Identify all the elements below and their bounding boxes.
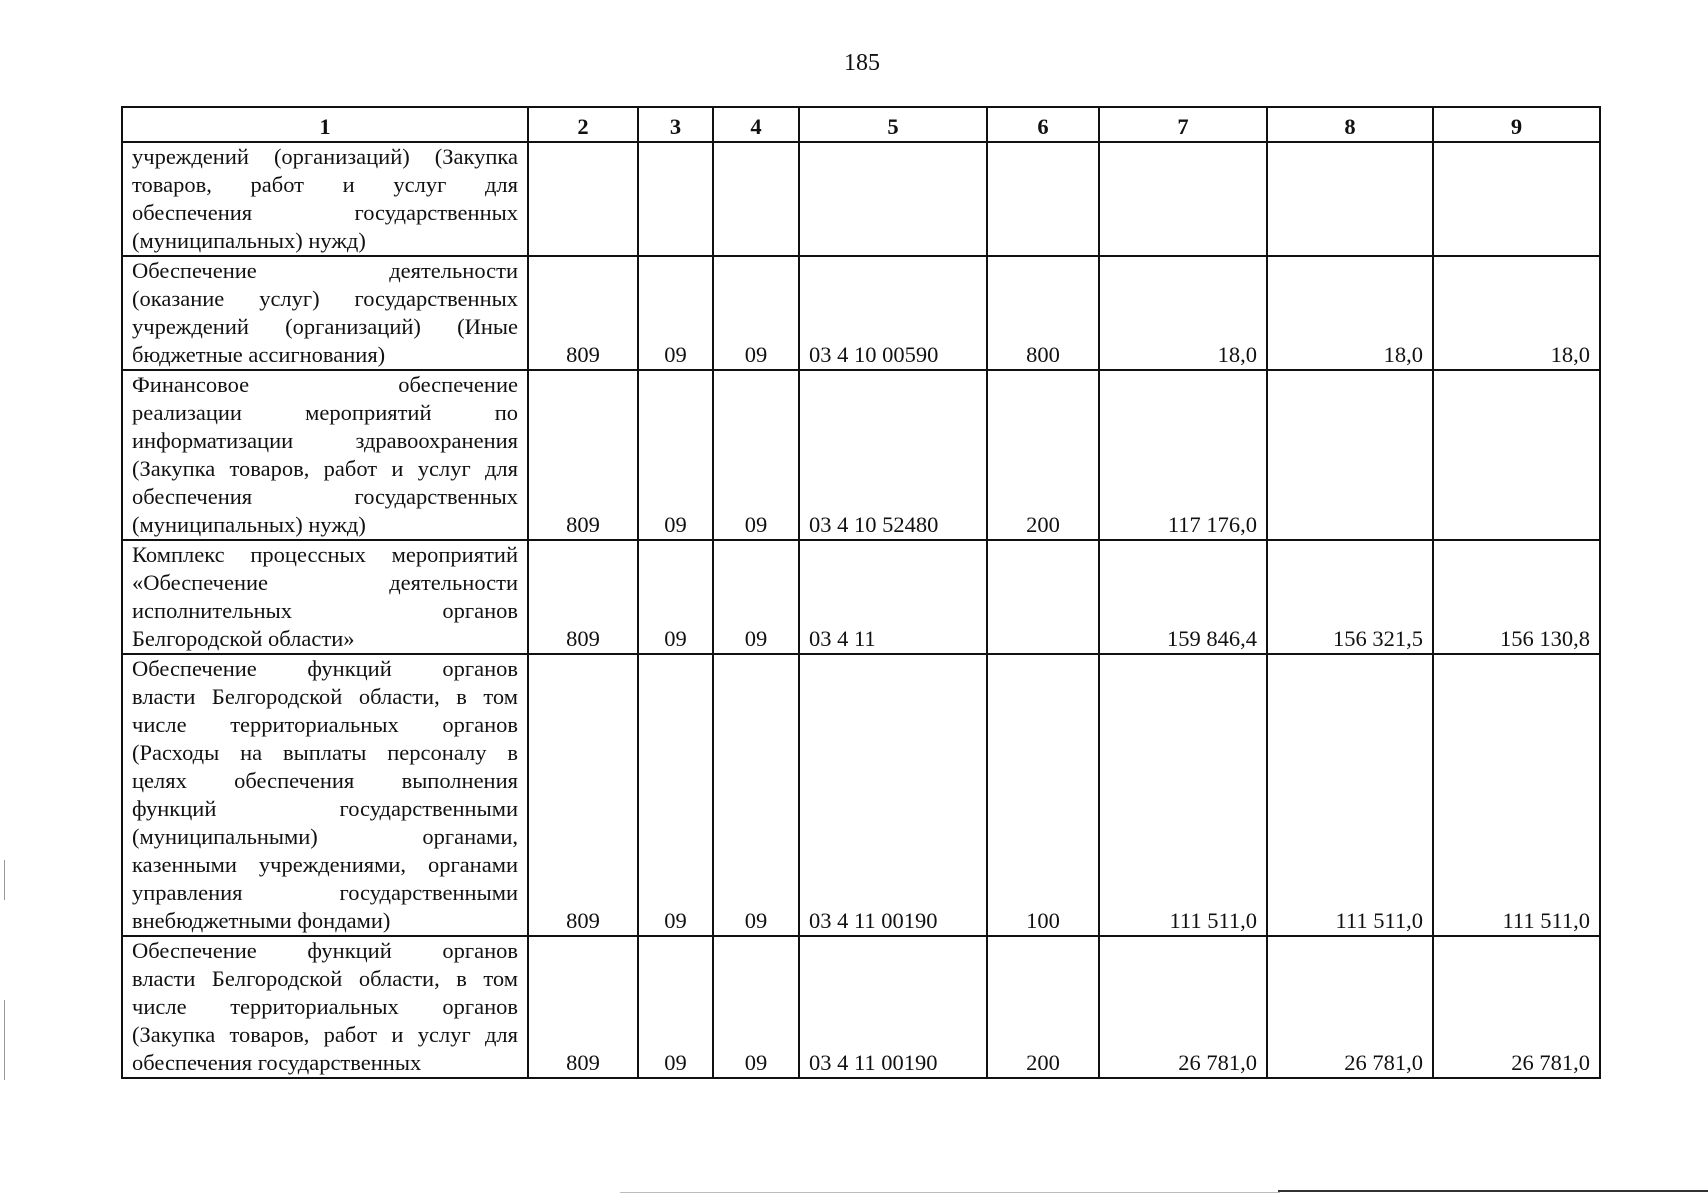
cell-amount-3: 18,0 bbox=[1433, 256, 1600, 370]
cell-amount-1: 159 846,4 bbox=[1099, 540, 1267, 654]
cell-amount-3: 26 781,0 bbox=[1433, 936, 1600, 1078]
cell-subsection: 09 bbox=[713, 654, 799, 936]
description-line: товаров, работ и услуг для bbox=[132, 172, 518, 197]
cell-chapter: 809 bbox=[528, 654, 638, 936]
table-row bbox=[122, 936, 1600, 1078]
description-line: внебюджетными фондами) bbox=[132, 908, 391, 933]
cell-description bbox=[122, 936, 528, 1078]
cell-target-article: 03 4 11 00190 bbox=[799, 936, 987, 1078]
description-line: (Закупка товаров, работ и услуг для bbox=[132, 456, 518, 481]
cell-section: 09 bbox=[638, 256, 713, 370]
column-header: 9 bbox=[1433, 107, 1600, 142]
cell-amount-2: 18,0 bbox=[1267, 256, 1433, 370]
cell-section: 09 bbox=[638, 936, 713, 1078]
description-line: Обеспечение функций органов bbox=[132, 938, 518, 963]
cell-chapter: 809 bbox=[528, 540, 638, 654]
cell-amount-2: 26 781,0 bbox=[1267, 936, 1433, 1078]
cell-chapter: 809 bbox=[528, 370, 638, 540]
cell-subsection: 09 bbox=[713, 540, 799, 654]
column-header: 2 bbox=[528, 107, 638, 142]
description-line: обеспечения государственных bbox=[132, 200, 518, 225]
description-line: бюджетные ассигнования) bbox=[132, 342, 386, 367]
cell-section bbox=[638, 142, 713, 256]
cell-amount-2: 111 511,0 bbox=[1267, 654, 1433, 936]
column-header: 6 bbox=[987, 107, 1099, 142]
cell-chapter: 809 bbox=[528, 936, 638, 1078]
description-line: исполнительных органов bbox=[132, 598, 518, 623]
page-number: 185 bbox=[844, 50, 880, 76]
column-header: 7 bbox=[1099, 107, 1267, 142]
description-line: (Закупка товаров, работ и услуг для bbox=[132, 1022, 518, 1047]
description-line: управления государственными bbox=[132, 880, 518, 905]
cell-expense-type: 100 bbox=[987, 654, 1099, 936]
cell-amount-3: 156 130,8 bbox=[1433, 540, 1600, 654]
cell-target-article: 03 4 11 00190 bbox=[799, 654, 987, 936]
cell-amount-1: 26 781,0 bbox=[1099, 936, 1267, 1078]
cell-description bbox=[122, 370, 528, 540]
description-line: обеспечения государственных bbox=[132, 484, 518, 509]
description-line: (Расходы на выплаты персоналу в bbox=[132, 740, 518, 765]
cell-expense-type: 800 bbox=[987, 256, 1099, 370]
description-line: Финансовое обеспечение bbox=[132, 372, 518, 397]
column-header: 5 bbox=[799, 107, 987, 142]
description-line: учреждений (организаций) (Закупка bbox=[132, 144, 518, 169]
description-line: (оказание услуг) государственных bbox=[132, 286, 518, 311]
cell-amount-3: 111 511,0 bbox=[1433, 654, 1600, 936]
cell-subsection bbox=[713, 142, 799, 256]
cell-description bbox=[122, 256, 528, 370]
description-line: учреждений (организаций) (Иные bbox=[132, 314, 518, 339]
cell-amount-2 bbox=[1267, 142, 1433, 256]
description-line: Обеспечение функций органов bbox=[132, 656, 518, 681]
cell-section: 09 bbox=[638, 654, 713, 936]
cell-amount-3 bbox=[1433, 142, 1600, 256]
description-line: казенными учреждениями, органами bbox=[132, 852, 518, 877]
description-line: числе территориальных органов bbox=[132, 994, 518, 1019]
scan-bottom-line bbox=[620, 1192, 1280, 1193]
cell-expense-type: 200 bbox=[987, 370, 1099, 540]
cell-chapter: 809 bbox=[528, 256, 638, 370]
description-line: обеспечения государственных bbox=[132, 1050, 422, 1075]
budget-table bbox=[121, 106, 1601, 1079]
cell-amount-2: 156 321,5 bbox=[1267, 540, 1433, 654]
cell-subsection: 09 bbox=[713, 936, 799, 1078]
description-line: власти Белгородской области, в том bbox=[132, 966, 518, 991]
cell-target-article: 03 4 11 bbox=[799, 540, 987, 654]
cell-amount-1 bbox=[1099, 142, 1267, 256]
column-header: 3 bbox=[638, 107, 713, 142]
cell-subsection: 09 bbox=[713, 256, 799, 370]
description-line: числе территориальных органов bbox=[132, 712, 518, 737]
cell-expense-type bbox=[987, 540, 1099, 654]
description-line: «Обеспечение деятельности bbox=[132, 570, 518, 595]
description-line: (муниципальных) нужд) bbox=[132, 228, 366, 253]
cell-amount-1: 117 176,0 bbox=[1099, 370, 1267, 540]
cell-expense-type bbox=[987, 142, 1099, 256]
scan-edge-mark bbox=[4, 860, 5, 900]
description-line: власти Белгородской области, в том bbox=[132, 684, 518, 709]
cell-target-article: 03 4 10 52480 bbox=[799, 370, 987, 540]
cell-amount-1: 18,0 bbox=[1099, 256, 1267, 370]
table-row bbox=[122, 370, 1600, 540]
cell-expense-type: 200 bbox=[987, 936, 1099, 1078]
description-line: функций государственными bbox=[132, 796, 518, 821]
cell-section: 09 bbox=[638, 540, 713, 654]
cell-amount-1: 111 511,0 bbox=[1099, 654, 1267, 936]
scan-bottom-rule bbox=[1278, 1190, 1708, 1192]
cell-description bbox=[122, 142, 528, 256]
cell-description bbox=[122, 654, 528, 936]
description-line: (муниципальных) нужд) bbox=[132, 512, 366, 537]
header-row bbox=[122, 107, 1600, 142]
cell-description bbox=[122, 540, 528, 654]
column-header: 4 bbox=[713, 107, 799, 142]
scan-edge-mark bbox=[4, 1000, 5, 1080]
column-header: 8 bbox=[1267, 107, 1433, 142]
table-row bbox=[122, 256, 1600, 370]
table-row bbox=[122, 142, 1600, 256]
description-line: Обеспечение деятельности bbox=[132, 258, 518, 283]
description-line: реализации мероприятий по bbox=[132, 400, 518, 425]
table-row bbox=[122, 654, 1600, 936]
cell-amount-2 bbox=[1267, 370, 1433, 540]
table-body bbox=[122, 142, 1600, 1078]
column-header: 1 bbox=[122, 107, 528, 142]
table-row bbox=[122, 540, 1600, 654]
cell-target-article: 03 4 10 00590 bbox=[799, 256, 987, 370]
description-line: Белгородской области» bbox=[132, 626, 355, 651]
description-line: Комплекс процессных мероприятий bbox=[132, 542, 518, 567]
description-line: информатизации здравоохранения bbox=[132, 428, 518, 453]
cell-target-article bbox=[799, 142, 987, 256]
cell-chapter bbox=[528, 142, 638, 256]
description-line: (муниципальными) органами, bbox=[132, 824, 518, 849]
cell-subsection: 09 bbox=[713, 370, 799, 540]
cell-section: 09 bbox=[638, 370, 713, 540]
cell-amount-3 bbox=[1433, 370, 1600, 540]
description-line: целях обеспечения выполнения bbox=[132, 768, 518, 793]
